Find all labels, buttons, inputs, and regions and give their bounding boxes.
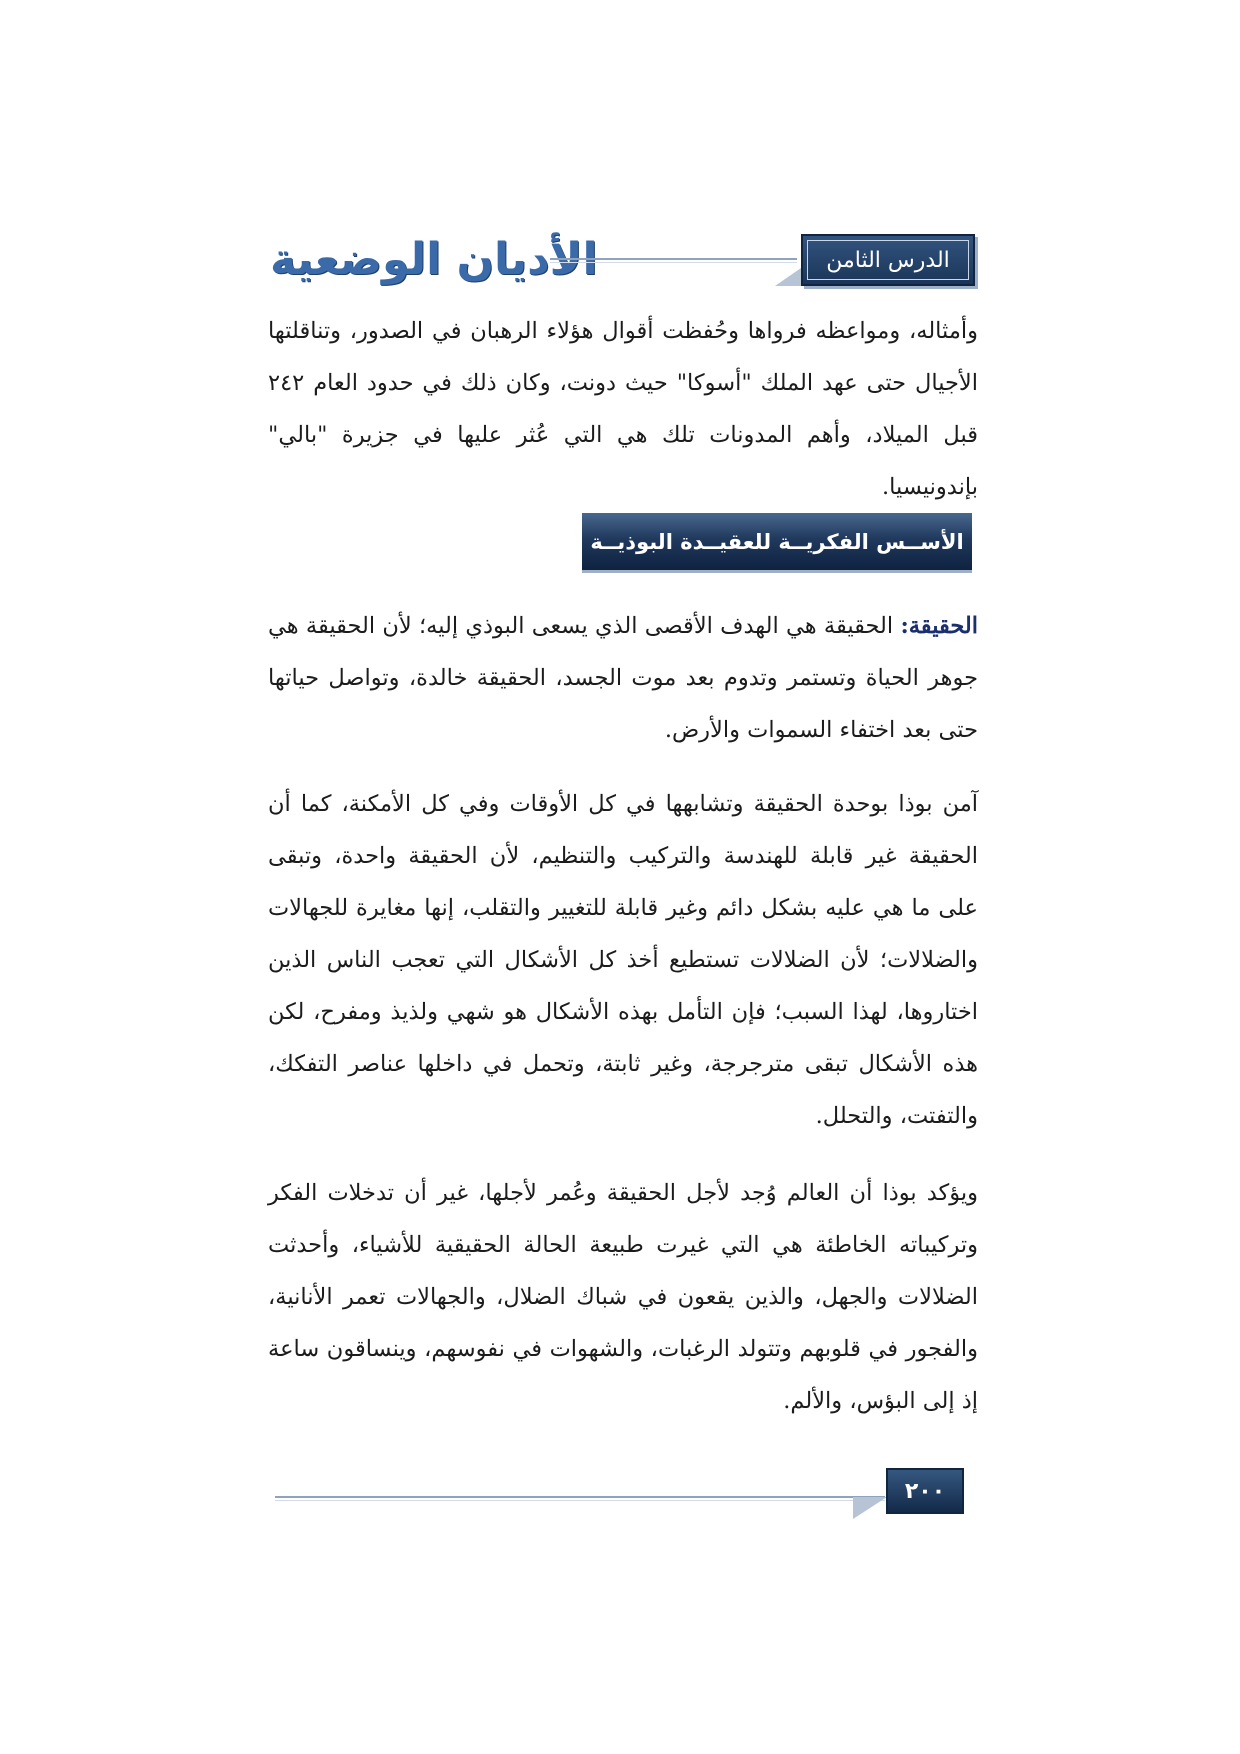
paragraph-unity-of-truth xyxy=(268,778,978,1142)
lesson-label-box xyxy=(801,234,975,286)
paragraph-truth xyxy=(268,600,978,756)
paragraph-2: آمن بوذا بوحدة الحقيقة وتشابهها في كل الأوقات وفي كل الأمكنة، كما أن الحقيقة غير قابلة للهندسة والتركيب والتنظيم، لأن الحقيقة واحدة، وتبقى على ما هي عليه بشكل دائم وغير قابلة للتغيير والتقلب، إنها مغايرة للجهالات والضلالات؛ لأن الضلالات تستطيع أخذ كل الأشكال التي تعجب الناس الذين اختاروها، لهذا السبب؛ فإن التأمل بهذه الأشكال هو شهي ولذيذ ومفرح، لكن هذه الأشكال تبقى مترجرجة، وغير ثابتة، وتحمل في داخلها عناصر التفكك، والتفتت، والتحلل. xyxy=(268,791,978,1129)
page-number: ٢٠٠ xyxy=(886,1468,964,1514)
term-truth: الحقيقة: xyxy=(900,613,978,639)
paragraph-3: ويؤكد بوذا أن العالم وُجد لأجل الحقيقة وعُمر لأجلها، غير أن تدخلات الفكر وتركيباته الخاطئة هي التي غيرت طبيعة الحالة الحقيقية للأشياء، وأحدثت الضلالات والجهل، والذين يقعون في شباك الضلال، والجهالات تعمر الأنانية، والفجور في قلوبهم وتتولد الرغبات، والشهوات في نفوسهم، وينساقون ساعة إذ إلى البؤس، والألم. xyxy=(268,1180,978,1414)
intro-text: وأمثاله، ومواعظه فرواها وحُفظت أقوال هؤلاء الرهبان في الصدور، وتناقلتها الأجيال حتى عهد الملك "أسوكا" حيث دونت، وكان ذلك في حدود العام ٢٤٢ قبل الميلاد، وأهم المدونات تلك هي التي عُثر عليها في جزيرة "بالي" بإندونيسيا. xyxy=(268,318,978,500)
section-heading: الأســس الفكريــة للعقيــدة البوذيــة xyxy=(582,513,972,573)
paragraph-world-and-truth xyxy=(268,1167,978,1427)
book-title: الأديان الوضعية xyxy=(270,234,598,285)
header-rule xyxy=(550,258,797,260)
page-number-shadow-tail xyxy=(853,1497,887,1519)
footer-rule xyxy=(275,1496,885,1498)
lesson-label: الدرس الثامن xyxy=(807,240,969,280)
lesson-box-shadow-tail xyxy=(775,268,801,286)
paragraph-1-text: الحقيقة هي الهدف الأقصى الذي يسعى البوذي إليه؛ لأن الحقيقة هي جوهر الحياة وتستمر وتدوم بعد موت الجسد، الحقيقة خالدة، وتواصل حياتها حتى بعد اختفاء السموات والأرض. xyxy=(268,613,978,743)
paragraph-1 xyxy=(268,600,978,756)
intro-paragraph xyxy=(268,305,978,513)
page-header xyxy=(270,232,975,292)
